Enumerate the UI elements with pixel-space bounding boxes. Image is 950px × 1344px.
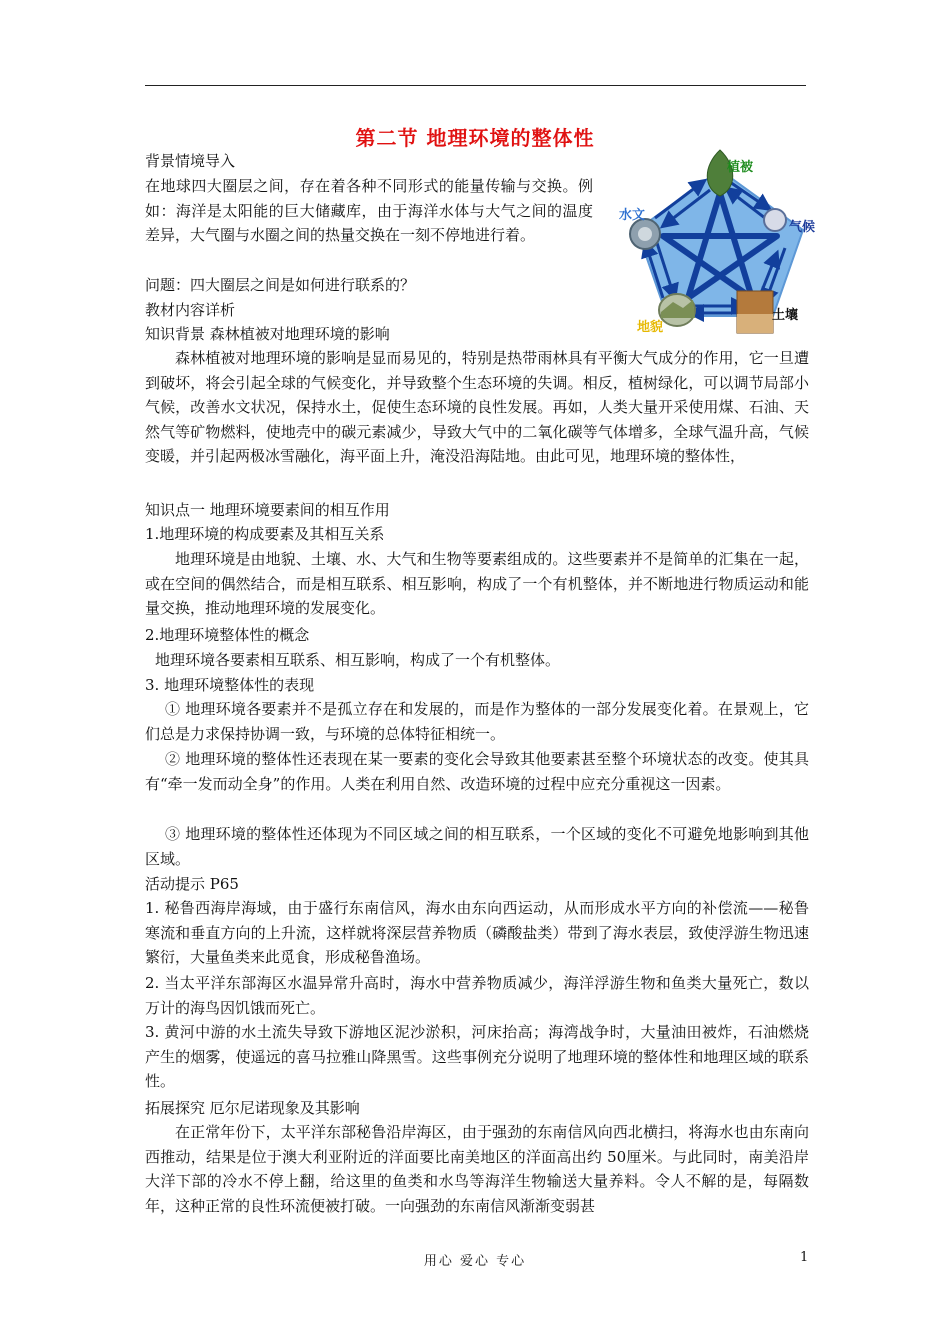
extension-text: 在正常年份下，太平洋东部秘鲁沿岸海区，由于强劲的东南信风向西北横扫，将海水也由东南向西推动，结果是位于澳大利亚附近的洋面要比南美地区的洋面高出约 50厘米。与此同时，南美沿岸大洋下部的冷水不停上翻，给这里的鱼类和水鸟等海洋生物输送大量养料。令人不解的是，每隔数年，这种正常的良性环流便被打破。一向强劲的东南信风渐渐变弱甚: [145, 1123, 809, 1215]
activity-item2: 2. 当太平洋东部海区水温异常升高时，海水中营养物质减少，海洋浮游生物和鱼类大量死亡，数以万计的海鸟因饥饿而死亡。: [145, 974, 809, 1017]
background-heading: 知识背景 森林植被对地理环境的影响: [145, 325, 390, 343]
activity-item3: 3. 黄河中游的水土流失导致下游地区泥沙淤积，河床抬高；海湾战争时，大量油田被炸，石油燃烧产生的烟雾，使遥远的喜马拉雅山降黑雪。这些事例充分说明了地理环境的整体性和地理区域的联系性。: [145, 1023, 809, 1090]
analysis-heading: 教材内容详析: [145, 301, 236, 319]
intro-question: 问题：四大圈层之间是如何进行联系的？: [145, 276, 416, 294]
activity-item1: 1. 秘鲁西海岸海域，由于盛行东南信风，海水由东向西运动，从而形成水平方向的补偿流——秘鲁寒流和垂直方向的上升流，这样就将深层营养物质（磷酸盐类）带到了海水表层，致使浮游生物迅速繁衍，大量鱼类来此觅食，形成秘鲁渔场。: [145, 899, 809, 966]
point1-text2: 地理环境各要素相互联系、相互影响，构成了一个有机整体。: [155, 651, 561, 669]
label-landform: 地貌: [637, 320, 664, 335]
page-number: 1: [800, 1250, 809, 1265]
label-soil: 土壤: [772, 308, 799, 323]
background-text: 森林植被对地理环境的影响是显而易见的，特别是热带雨林具有平衡大气成分的作用，它一旦遭到破坏，将会引起全球的气候变化，并导致整个生态环境的失调。相反，植树绿化，可以调节局部小气候，改善水文状况，保持水土，促使生态环境的良性发展。再如，人类大量开采使用煤、石油、天然气等矿物燃料，使地壳中的碳元素减少，导致大气中的二氧化碳等气体增多，全球气温升高，气候变暖，并引起两极冰雪融化，海平面上升，淹没沿海陆地。由此可见，地理环境的整体性，: [145, 349, 809, 465]
geo-elements-diagram: [615, 148, 825, 338]
point1-sub2: 2.地理环境整体性的概念: [145, 626, 310, 644]
label-vegetation: 植被: [727, 160, 754, 175]
label-climate: 气候: [789, 220, 816, 235]
activity-heading: 活动提示 P65: [145, 875, 239, 893]
section-title: 第二节 地理环境的整体性: [355, 126, 595, 150]
intro-text: 在地球四大圈层之间，存在着各种不同形式的能量传输与交换。例如：海洋是太阳能的巨大储藏库，由于海洋水体与大气之间的温度差异，大气圈与水圈之间的热量交换在一刻不停地进行着。: [145, 177, 593, 244]
point1-item1: ① 地理环境各要素并不是孤立存在和发展的，而是作为整体的一部分发展变化着。在景观上，它们总是力求保持协调一致，与环境的总体特征相统一。: [145, 700, 809, 743]
extension-heading: 拓展探究 厄尔尼诺现象及其影响: [145, 1099, 360, 1117]
point1-sub3: 3. 地理环境整体性的表现: [145, 676, 315, 694]
point1-sub1: 1.地理环境的构成要素及其相互关系: [145, 525, 385, 543]
page-footer: 用心 爱心 专心: [423, 1254, 527, 1269]
point1-text1: 地理环境是由地貌、土壤、水、大气和生物等要素组成的。这些要素并不是简单的汇集在一起，或在空间的偶然结合，而是相互联系、相互影响，构成了一个有机整体，并不断地进行物质运动和能量交换，推动地理环境的发展变化。: [145, 550, 809, 617]
point1-item2: ② 地理环境的整体性还表现在某一要素的变化会导致其他要素甚至整个环境状态的改变。使其具有“牵一发而动全身”的作用。人类在利用自然、改造环境的过程中应充分重视这一因素。: [145, 750, 809, 793]
label-water: 水文: [619, 208, 646, 223]
header-rule: [145, 85, 806, 86]
sun-image: [764, 209, 786, 231]
point1-heading: 知识点一 地理环境要素间的相互作用: [145, 501, 390, 519]
intro-heading: 背景情境导入: [145, 152, 236, 170]
point1-item3: ③ 地理环境的整体性还体现为不同区域之间的相互联系，一个区域的变化不可避免地影响到其他区域。: [145, 825, 809, 868]
